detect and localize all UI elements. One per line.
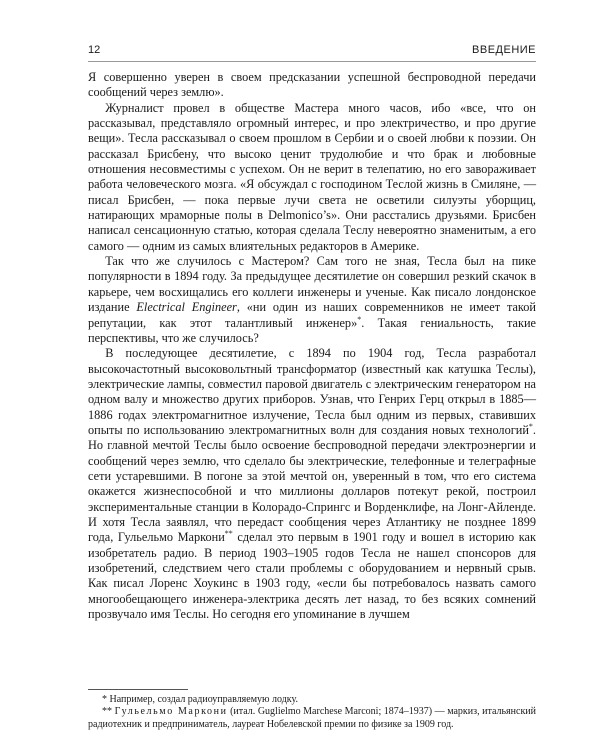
footnote-2-name: Гульельмо Маркони [114,706,228,718]
footnote-marker-1: * [357,314,362,324]
chapter-title: ВВЕДЕНИЕ [472,44,536,56]
footnote-marker-2: ** [224,529,233,539]
page-number: 12 [88,44,101,56]
paragraph-3-text-b: , «ни один из наших современников не имеет такой репутации, как этот талантливый инженер» [88,300,536,330]
paragraph-4-text-a: В последующее десятилетие, с 1894 по 1904 год, Тесла разработал высокочастотный высоковольтный трансформатор (известный как катушка Теслы), электрические лампы, совместил паровой двигатель с электрическим генератором на одном валу и множество других приборов. Узнав, что Генрих Герц открыл в 1885—1886 годах электромагнитное излучение, Тесла был одним из первых, ставивших опыты по использованию электромагнитных волн для создания новых технологий [88,346,536,437]
paragraph-3 [88,254,536,346]
paragraph-2: Журналист провел в обществе Мастера много часов, ибо «все, что он рассказывал, представляло огромный интерес, и про электричество, и про другие вещи». Тесла рассказывал о своем прошлом в Сербии и о своей любви к поэзии. Он рассказал Брисбену, что высоко ценит трудолюбие и что брак и любовные отношения несовместимы с успехом. Он не верит в телепатию, но его завораживает работа человеческого мозга. «Я обсуждал с господином Теслой жизнь в Смиляне, — писал Брисбен, — пока первые лучи света не осветили силуэты уборщиц, натирающих мраморные полы в Delmonico’s». Они расстались друзьями. Брисбен написал сенсационную статью, которая сделала Теслу невероятно знаменитым, а его самого — одним из самых влиятельных редакторов в Америке. [88,100,536,253]
body-text [88,70,536,622]
paragraph-3-text-a: Так что же случилось с Мастером? Сам того не зная, Тесла был на пике популярности в 1894 году. За предыдущее десятилетие он совершил резкий скачок в карьере, чем восхищались его коллеги инженеры и ученые. Как писало лондонское издание [88,254,536,315]
header-rule [88,61,536,62]
paragraph-1: Я совершенно уверен в своем предсказании успешной беспроводной передачи сообщений через землю». [88,70,536,100]
paragraph-4-text-b: . Но главной мечтой Теслы было освоение беспроводной передачи электроэнергии и сообщений через землю, что сделало бы электрические, телефонные и телеграфные сети устаревшими. В погоне за этой мечтой он, уверенный в том, что его система окажется жизнеспособной и что миллионы долларов потекут рекой, построил экспериментальные станции в Колорадо-Спрингс и Ворденклифе, на Лонг-Айленде. И хотя Тесла заявлял, что передаст сообщения через Атлантику не позднее 1899 года, Гульельмо Маркони [88,422,536,545]
publication-title: Electrical Engineer [136,300,237,315]
running-head [88,44,536,60]
footnote-2-text: (итал. Guglielmo Marchese Marconi; 1874–1937) — маркиз, итальянский радиотехник и предприниматель, лауреат Нобелевской премии по физике за 1909 год. [88,706,537,730]
footnote-2 [88,706,536,731]
footnote-marker-1b: * [528,421,533,431]
paragraph-4-text-c: сделал это первым в 1901 году и вошел в историю как изобретатель радио. В период 1903–1905 годов Тесла не нашел спонсоров для изобретений, следствием чего стали проблемы с оборудованием и нервный срыв. Как писал Лоренс Хоукинс в 1903 году, «если бы потребовалось назвать самого многообещающего инженера-электрика десять лет назад, то без всяких сомнений прозвучало имя Теслы. Но сегодня его упоминание в лучшем [88,530,536,622]
paragraph-4 [88,346,536,622]
footnote-2-marker: ** [102,706,115,718]
paragraph-3-text-c: . Такая гениальность, такие перспективы, что же случилось? [88,315,537,345]
footnote-rule [88,689,188,690]
footnotes [88,694,536,731]
footnote-1: * Например, создал радиоуправляемую лодку. [102,694,299,705]
